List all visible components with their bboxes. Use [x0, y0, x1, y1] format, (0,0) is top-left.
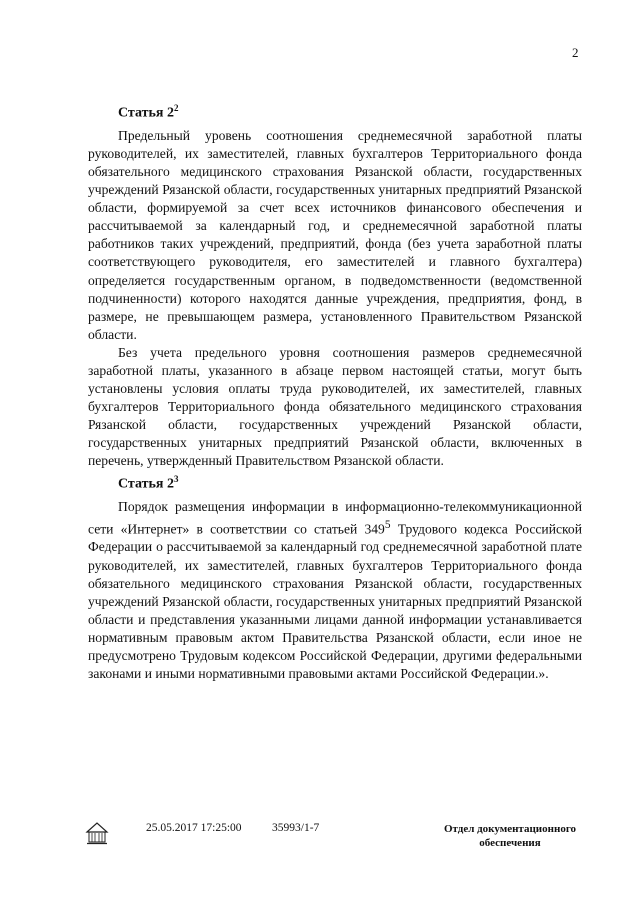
article-paragraph: Порядок размещения информации в информационно-телекоммуникационной сети «Интернет» в соответствии со статьей $349^5$ Трудового кодекса Российской Федерации о рассчитываемой за календарный год среднемесячной заработной плате руководителей, их заместителей, главных бухгалтеров Территориального фонда обязательного медицинского страхования Рязанской области, государственных учреждений Рязанской области, государственных унитарных предприятий Рязанской области и представления указанными лицами данной информации устанавливается нормативным правовым актом Правительства Рязанской области, если иное не предусмотрено Трудовым кодексом Российской Федерации, другими федеральными законами и иными нормативными правовыми актами Российской Федерации.».	[88, 498, 582, 682]
article-heading: Статья $2^2$	[118, 103, 179, 121]
page-number: 2	[572, 45, 579, 60]
building-logo-icon	[84, 820, 110, 846]
article-paragraph: Предельный уровень соотношения среднемесячной заработной платы руководителей, их заместителей, главных бухгалтеров Территориального фонда обязательного медицинского страхования Рязанской области, государственных учреждений Рязанской области, государственных унитарных предприятий Рязанской области, формируемой за счет всех источников финансового обеспечения и рассчитываемой за календарный год, и среднемесячной заработной платы работников таких учреждений, предприятий, фонда (без учета заработной платы соответствующего руководителя, его заместителей и главного бухгалтера) определяется государственным органом, в подведомственности (ведомственной подчиненности) которого находятся данные учреждения, предприятия, фонд, в размере, не превышающем размера, установленного Правительством Рязанской области.	[88, 127, 582, 342]
article-heading: Статья $2^3$	[118, 474, 179, 492]
footer-doc-number: 35993/1-7	[272, 822, 320, 834]
article-paragraph: Без учета предельного уровня соотношения размеров среднемесячной заработной платы, указанного в абзаце первом настоящей статьи, могут быть установлены условия оплаты труда руководителей, их заместителей, главных бухгалтеров Территориального фонда обязательного медицинского страхования Рязанской области, государственных учреждений Рязанской области, государственных унитарных предприятий Рязанской области, включенных в перечень, утвержденный Правительством Рязанской области.	[88, 344, 582, 469]
footer-department: Отдел документационного обеспечения	[443, 823, 577, 849]
footer-datetime: 25.05.2017 17:25:00	[146, 822, 242, 834]
article-2-3	[88, 470, 582, 683]
article-2-2	[88, 99, 582, 471]
